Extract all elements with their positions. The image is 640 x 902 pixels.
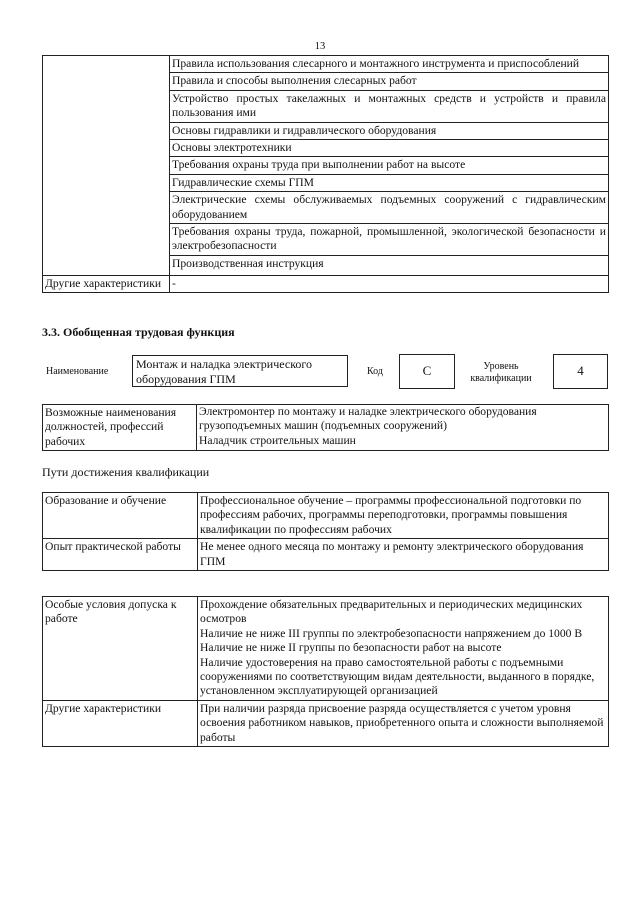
knowledge-item: Устройство простых такелажных и монтажных средств и устройств и правила пользования ими bbox=[170, 90, 609, 122]
other-characteristics-label: Другие характеристики bbox=[43, 275, 170, 292]
knowledge-item: Электрические схемы обслуживаемых подъемных сооружений с гидравлическим оборудованием bbox=[170, 192, 609, 224]
knowledge-item: Основы электротехники bbox=[170, 140, 609, 157]
knowledge-item: Производственная инструкция bbox=[170, 255, 609, 275]
knowledge-item: Гидравлические схемы ГПМ bbox=[170, 174, 609, 191]
other-characteristics-label: Другие характеристики bbox=[43, 700, 198, 746]
positions-label: Возможные наименования должностей, профессий рабочих bbox=[43, 405, 197, 451]
experience-label: Опыт практической работы bbox=[43, 539, 198, 571]
knowledge-item: Требования охраны труда, пожарной, промышленной, экологической безопасности и электробезопасности bbox=[170, 224, 609, 256]
knowledge-item: Основы гидравлики и гидравлического оборудования bbox=[170, 122, 609, 139]
knowledge-table bbox=[42, 55, 609, 293]
name-label: Наименование bbox=[46, 366, 109, 377]
function-code: C bbox=[399, 354, 455, 389]
knowledge-item: Требования охраны труда при выполнении работ на высоте bbox=[170, 157, 609, 174]
education-table bbox=[42, 492, 609, 571]
level-label: Уровень квалификации bbox=[470, 361, 532, 384]
other-characteristics-value: При наличии разряда присвоение разряда осуществляется с учетом уровня освоения работником навыков, приобретенного опыта и сложности выполняемой работы bbox=[198, 700, 609, 746]
other-characteristics-value: - bbox=[170, 275, 609, 292]
position-name: Электромонтер по монтажу и наладке электрического оборудования грузоподъемных машин (подъемных сооружений) bbox=[199, 405, 537, 433]
function-name: Монтаж и наладка электрического оборудования ГПМ bbox=[132, 355, 348, 387]
code-label: Код bbox=[367, 366, 383, 377]
condition-item: Прохождение обязательных предварительных и периодических медицинских осмотров bbox=[200, 598, 583, 626]
empty-label-cell bbox=[43, 56, 170, 276]
conditions-table bbox=[42, 596, 609, 747]
position-name: Наладчик строительных машин bbox=[199, 433, 356, 447]
experience-value: Не менее одного месяца по монтажу и ремонту электрического оборудования ГПМ bbox=[198, 539, 609, 571]
page-number: 13 bbox=[314, 41, 326, 52]
condition-item: Наличие удостоверения на право самостоятельной работы с подъемными сооружениями по соответствующим видам деятельности, выданного в порядке, установленном эксплуатирующей организацией bbox=[200, 655, 595, 698]
condition-item: Наличие не ниже III группы по электробезопасности напряжением до 1000 В bbox=[200, 626, 583, 640]
positions-table bbox=[42, 404, 609, 451]
knowledge-item: Правила и способы выполнения слесарных работ bbox=[170, 73, 609, 90]
conditions-label: Особые условия допуска к работе bbox=[43, 597, 198, 701]
knowledge-item: Правила использования слесарного и монтажного инструмента и приспособлений bbox=[170, 56, 609, 73]
education-label: Образование и обучение bbox=[43, 493, 198, 539]
education-value: Профессиональное обучение – программы профессиональной подготовки по профессиям рабочих, программы переподготовки, программы повышения квалификации по профессиям рабочих bbox=[198, 493, 609, 539]
paths-title: Пути достижения квалификации bbox=[42, 465, 210, 479]
qualification-level: 4 bbox=[553, 354, 608, 389]
condition-item: Наличие не ниже II группы по безопасности работ на высоте bbox=[200, 641, 502, 655]
section-title: 3.3. Обобщенная трудовая функция bbox=[42, 325, 235, 339]
